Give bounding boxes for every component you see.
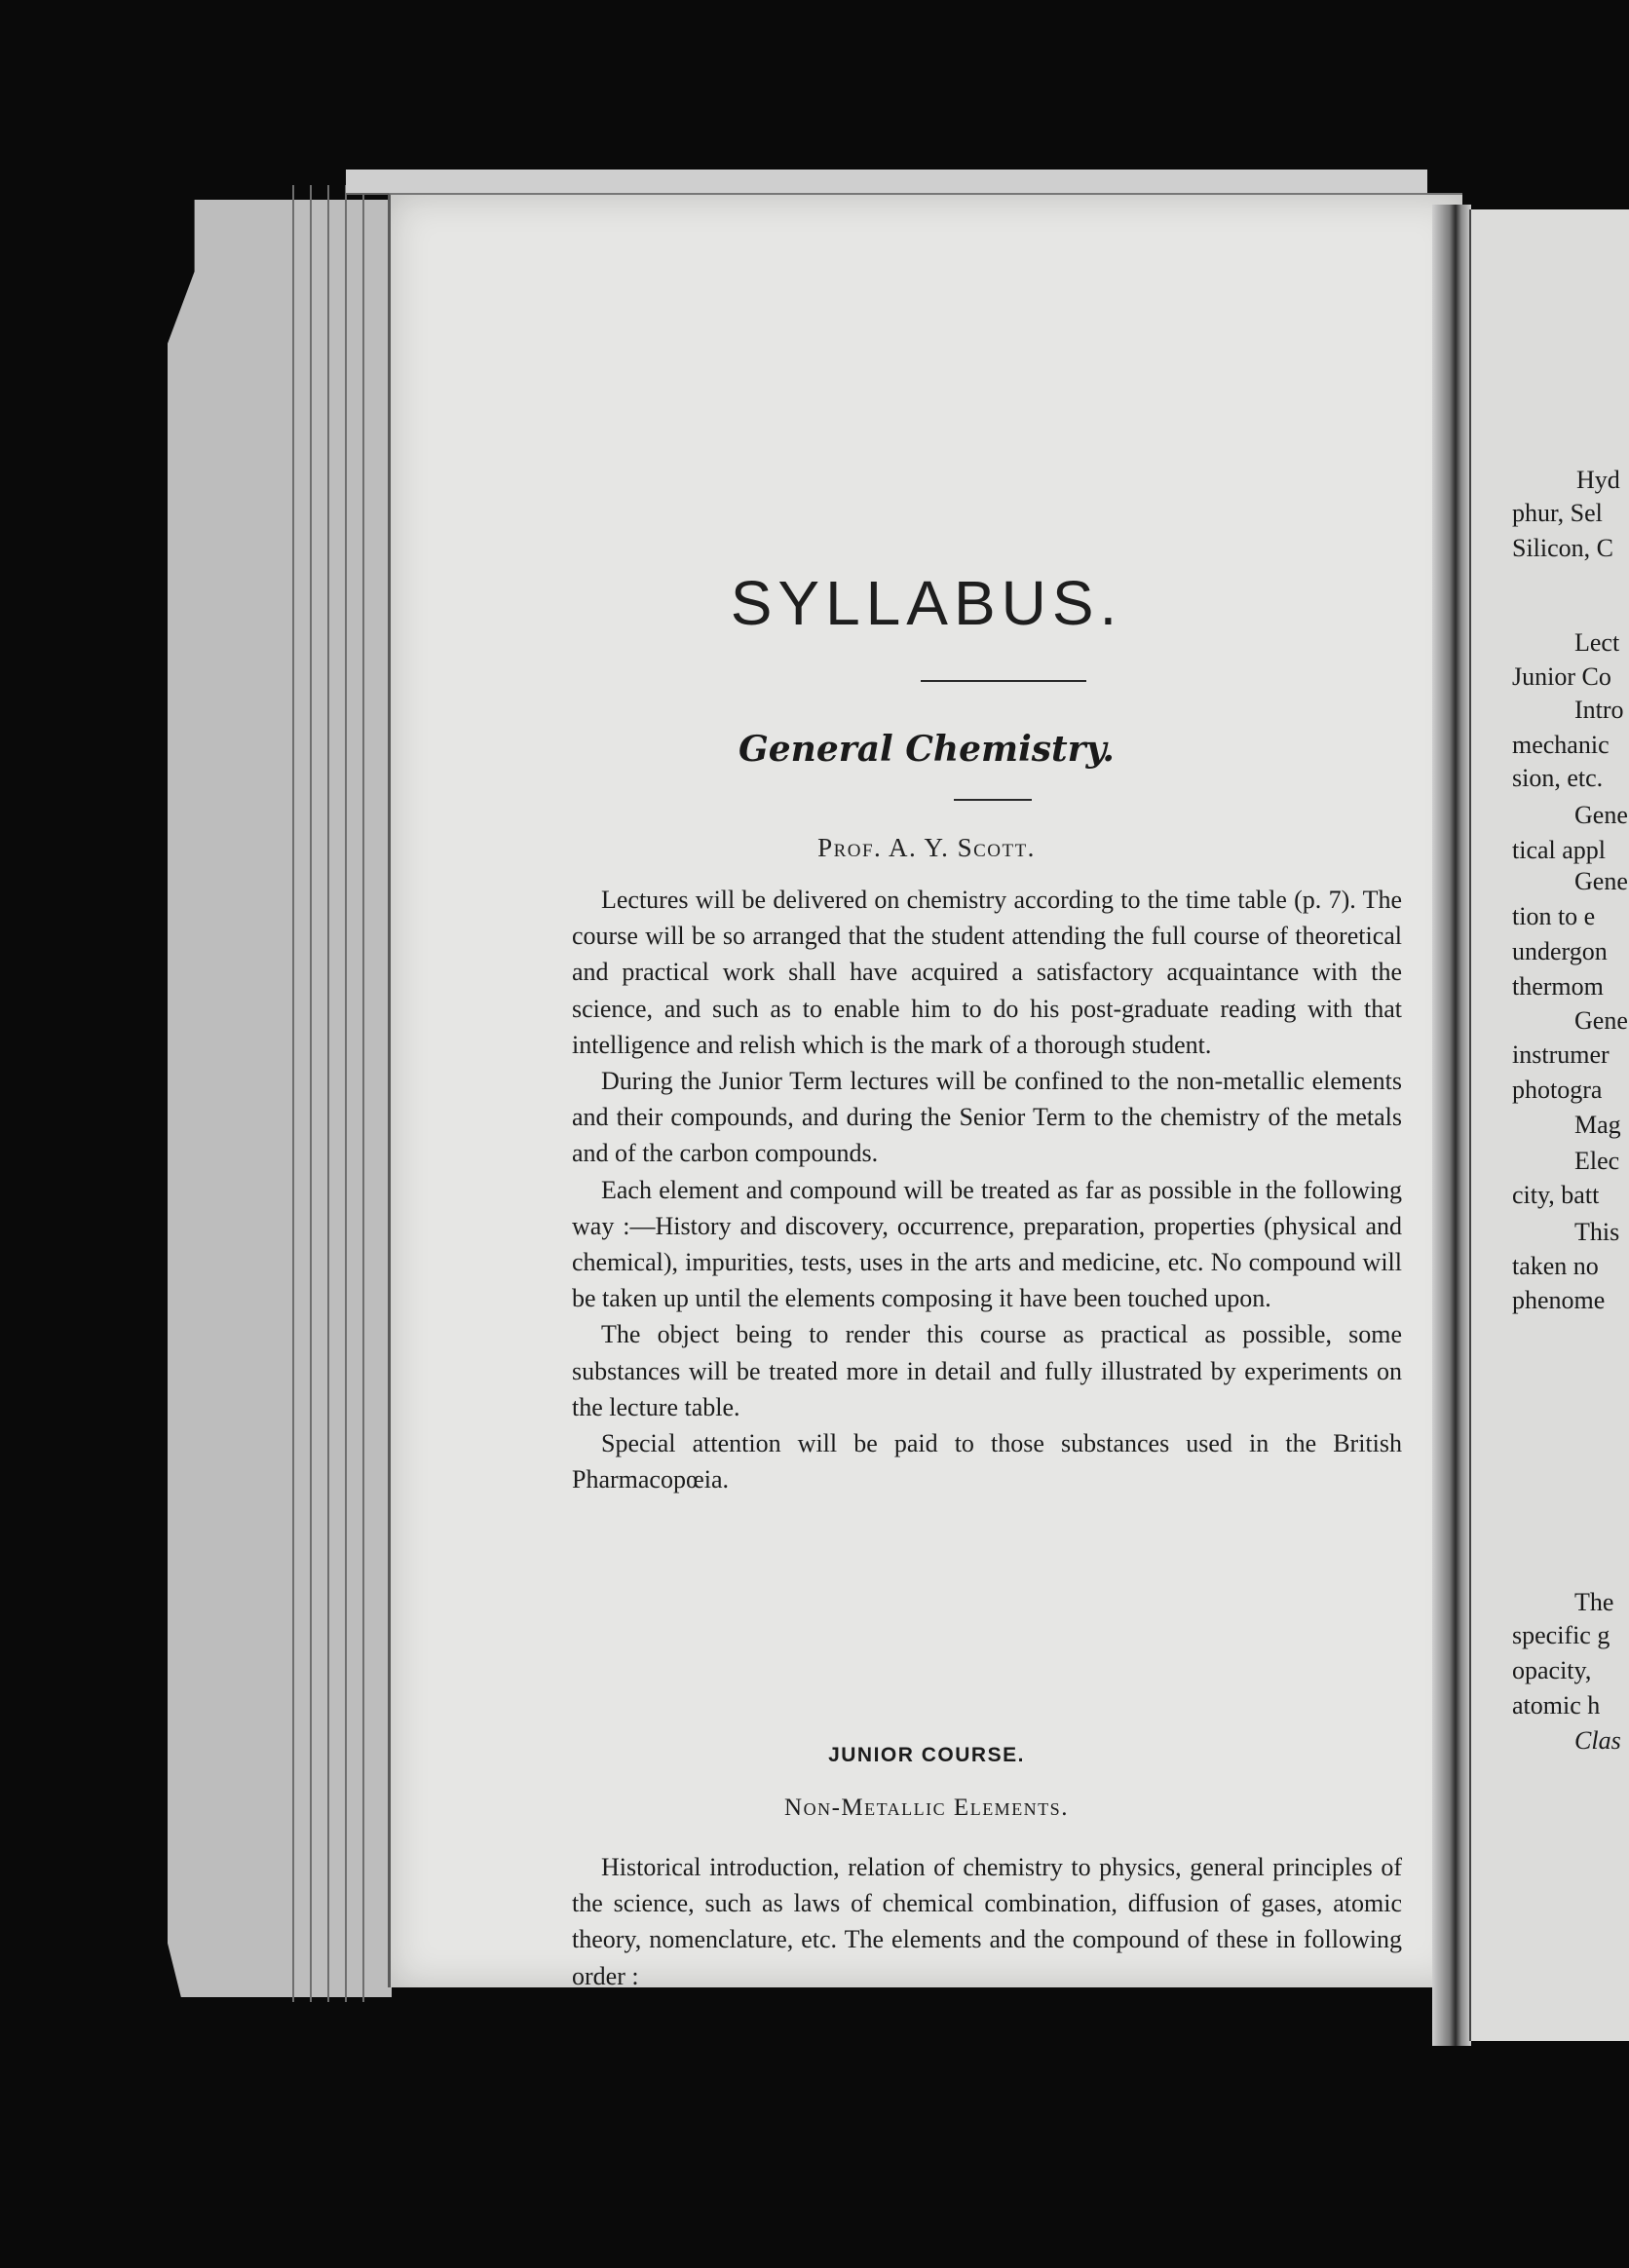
paragraph: Historical introduction, relation of chemistry to physics, general principles of the science, such as laws of chemical combination, diffusion of gases, atomic theory, nomenclature, etc. The elements and the compound of these in following order : [572, 1853, 1402, 1990]
paragraph: Special attention will be paid to those substances used in the British Pharmacopœia. [572, 1429, 1402, 1494]
paragraph: Each element and compound will be treated as far as possible in the following way :—History and discovery, occurrence, preparation, properties (physical and chemical), impurities, tests, uses in the arts and medicine, etc. No compound will be taken up until the elements composing it have been touched upon. [572, 1175, 1402, 1313]
page-edge-line [362, 185, 364, 2002]
fragment-line: Silicon, C [1512, 534, 1614, 562]
book-gutter [1432, 205, 1471, 2046]
fragment-line: Elec [1574, 1147, 1620, 1175]
fragment-line: atomic h [1512, 1691, 1601, 1720]
fragment-line: tion to e [1512, 902, 1596, 930]
fragment-line: Mag [1574, 1111, 1621, 1139]
fragment-line: Clas [1574, 1726, 1621, 1755]
subsection-heading: Non-Metallic Elements. [784, 1795, 1069, 1821]
page-subtitle: General Chemistry. [739, 729, 1115, 770]
page-edges [168, 200, 392, 1997]
page-edge-line [345, 185, 347, 2002]
fragment-line: Gene [1574, 801, 1628, 829]
fragment-line: Junior Co [1512, 662, 1611, 691]
fragment-line: Hyd [1576, 466, 1620, 494]
fragment-line: sion, etc. [1512, 764, 1604, 792]
fragment-line: mechanic [1512, 731, 1610, 759]
fragment-line: phur, Sel [1512, 499, 1603, 527]
fragment-line: This [1574, 1218, 1620, 1246]
section-heading: JUNIOR COURSE. [828, 1744, 1025, 1766]
fragment-line: Gene [1574, 1006, 1628, 1035]
fragment-line: city, batt [1512, 1181, 1600, 1209]
paragraph: Lectures will be delivered on chemistry according to the time table (p. 7). The course will be so arranged that the student attending the full course of theoretical and practical work shall have acquired a satisfactory acquaintance with the science, and such as to enable him to do his post-graduate reading with that intelligence and relish which is the mark of a thorough student. [572, 886, 1402, 1059]
fragment-line: taken no [1512, 1252, 1599, 1280]
fragment-line: tical appl [1512, 836, 1607, 864]
fragment-line: photogra [1512, 1076, 1603, 1104]
paragraph: The object being to render this course as practical as possible, some substances will be treated more in detail and fully illustrated by experiments on the lecture table. [572, 1320, 1402, 1421]
page-edge-line [310, 185, 312, 2002]
paragraph: During the Junior Term lectures will be confined to the non-metallic elements and their compounds, and during the Senior Term to the chemistry of the metals and of the carbon compounds. [572, 1067, 1402, 1168]
fragment-line: undergon [1512, 937, 1608, 965]
intro-text [572, 882, 1402, 1497]
fragment-line: opacity, [1512, 1656, 1592, 1684]
fragment-line: specific g [1512, 1621, 1610, 1649]
page-title: SYLLABUS. [730, 568, 1123, 638]
page-edge-line [292, 185, 294, 2002]
fragment-line: phenome [1512, 1286, 1606, 1314]
fragment-line: The [1574, 1588, 1614, 1616]
fragment-line: Lect [1574, 628, 1620, 657]
fragment-line: Gene [1574, 867, 1628, 895]
title-rule [921, 680, 1086, 682]
page-top-lip [346, 170, 1427, 195]
fragment-line: instrumer [1512, 1040, 1610, 1069]
page-edge-line [327, 185, 329, 2002]
main-page [388, 193, 1462, 1990]
section-text [572, 1849, 1402, 1994]
author-line: Prof. A. Y. Scott. [817, 833, 1036, 862]
fragment-line: thermom [1512, 972, 1604, 1001]
subtitle-rule [954, 799, 1032, 801]
facing-page-text [1469, 209, 1629, 2041]
fragment-line: Intro [1574, 696, 1624, 724]
